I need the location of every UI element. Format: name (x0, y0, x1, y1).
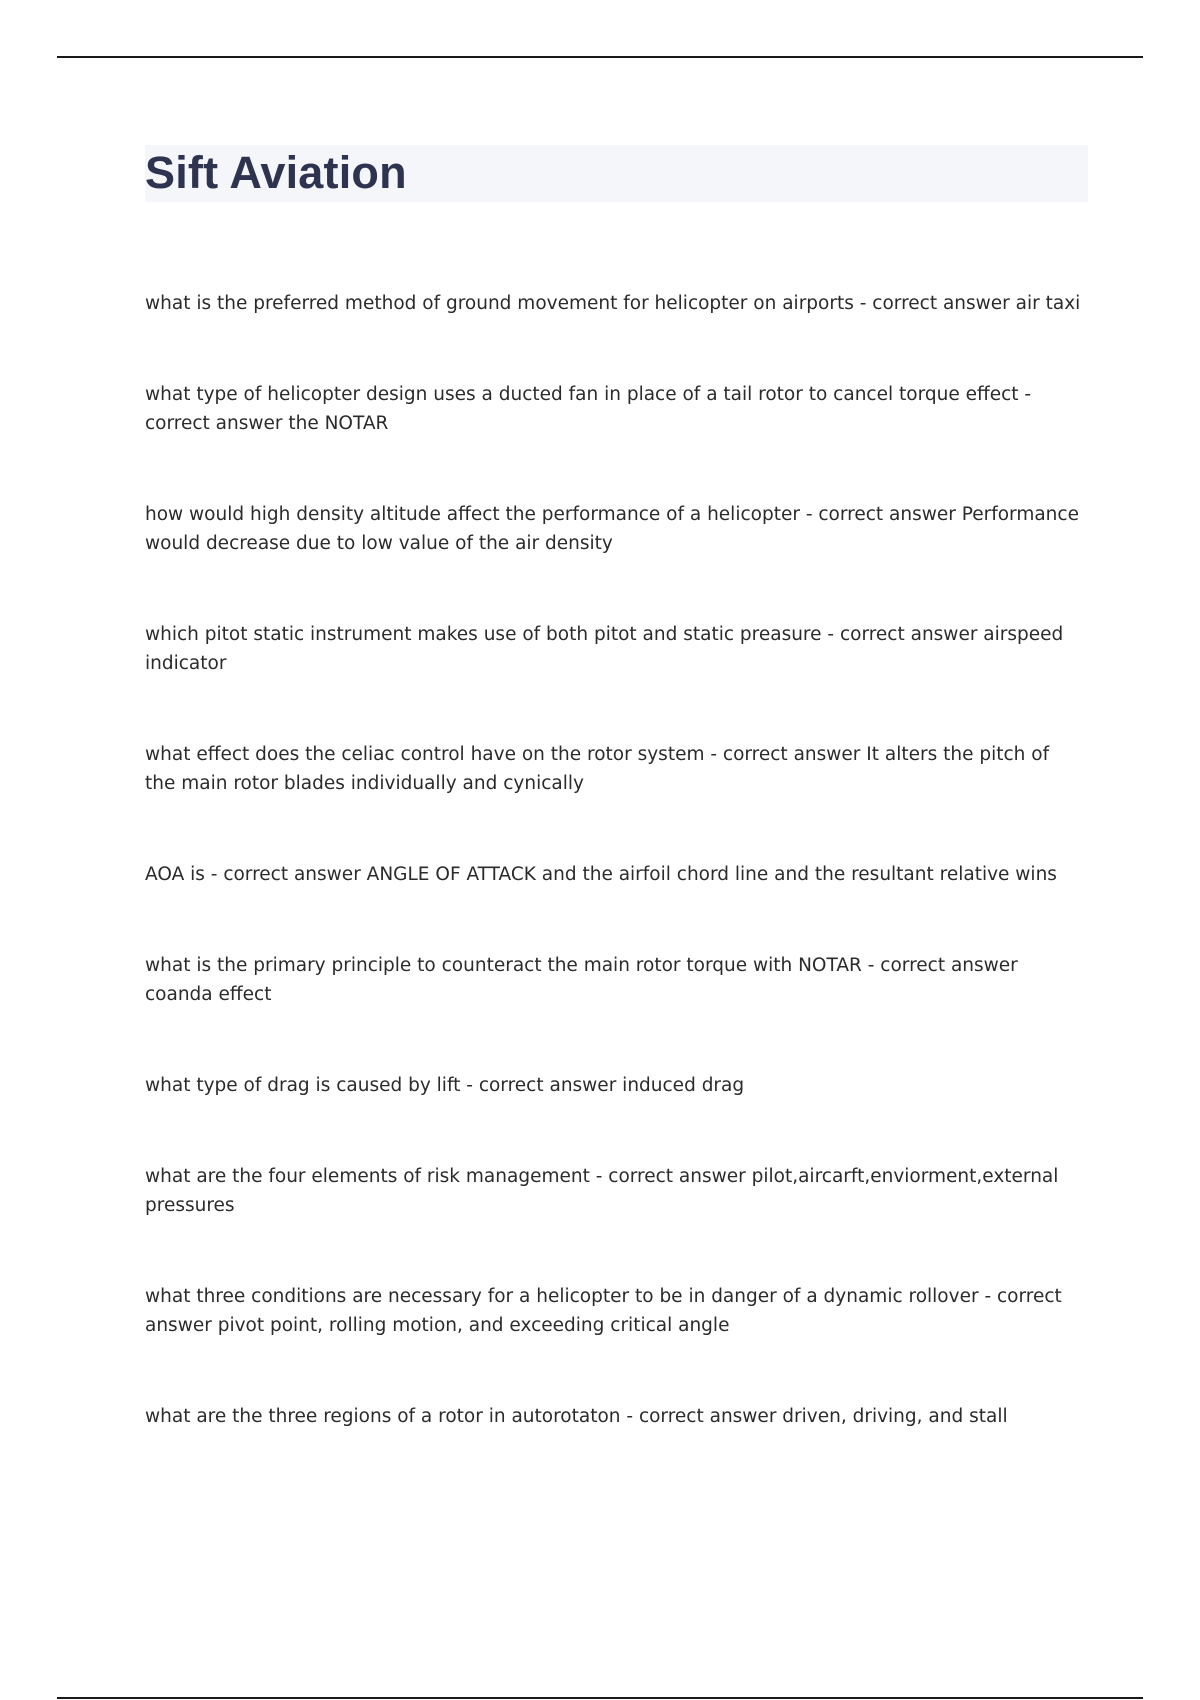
qa-item: what are the four elements of risk management - correct answer pilot,aircarft,enviorment,external pressures (145, 1166, 1059, 1216)
qa-item: what type of drag is caused by lift - correct answer induced drag (145, 1075, 745, 1096)
qa-item: what is the preferred method of ground movement for helicopter on airports - correct answer air taxi (145, 293, 1081, 314)
bottom-rule (57, 1697, 1143, 1699)
qa-item: which pitot static instrument makes use of both pitot and static preasure - correct answer airspeed indicator (145, 624, 1064, 674)
page-title: Sift Aviation (145, 147, 407, 198)
qa-item: what effect does the celiac control have on the rotor system - correct answer It alters the pitch of the main rotor blades individually and cynically (145, 744, 1050, 794)
qa-list (145, 289, 1085, 1493)
top-rule (57, 56, 1143, 58)
qa-item: what type of helicopter design uses a ducted fan in place of a tail rotor to cancel torque effect - correct answer the NOTAR (145, 384, 1032, 434)
qa-item: how would high density altitude affect the performance of a helicopter - correct answer Performance would decrease due to low value of the air density (145, 504, 1079, 554)
qa-item: what are the three regions of a rotor in autorotaton - correct answer driven, driving, and stall (145, 1406, 1008, 1427)
qa-item: what is the primary principle to counteract the main rotor torque with NOTAR - correct answer coanda effect (145, 955, 1018, 1005)
qa-item: AOA is - correct answer ANGLE OF ATTACK and the airfoil chord line and the resultant relative wins (145, 864, 1057, 885)
qa-item: what three conditions are necessary for a helicopter to be in danger of a dynamic rollover - correct answer pivot point, rolling motion, and exceeding critical angle (145, 1286, 1062, 1336)
